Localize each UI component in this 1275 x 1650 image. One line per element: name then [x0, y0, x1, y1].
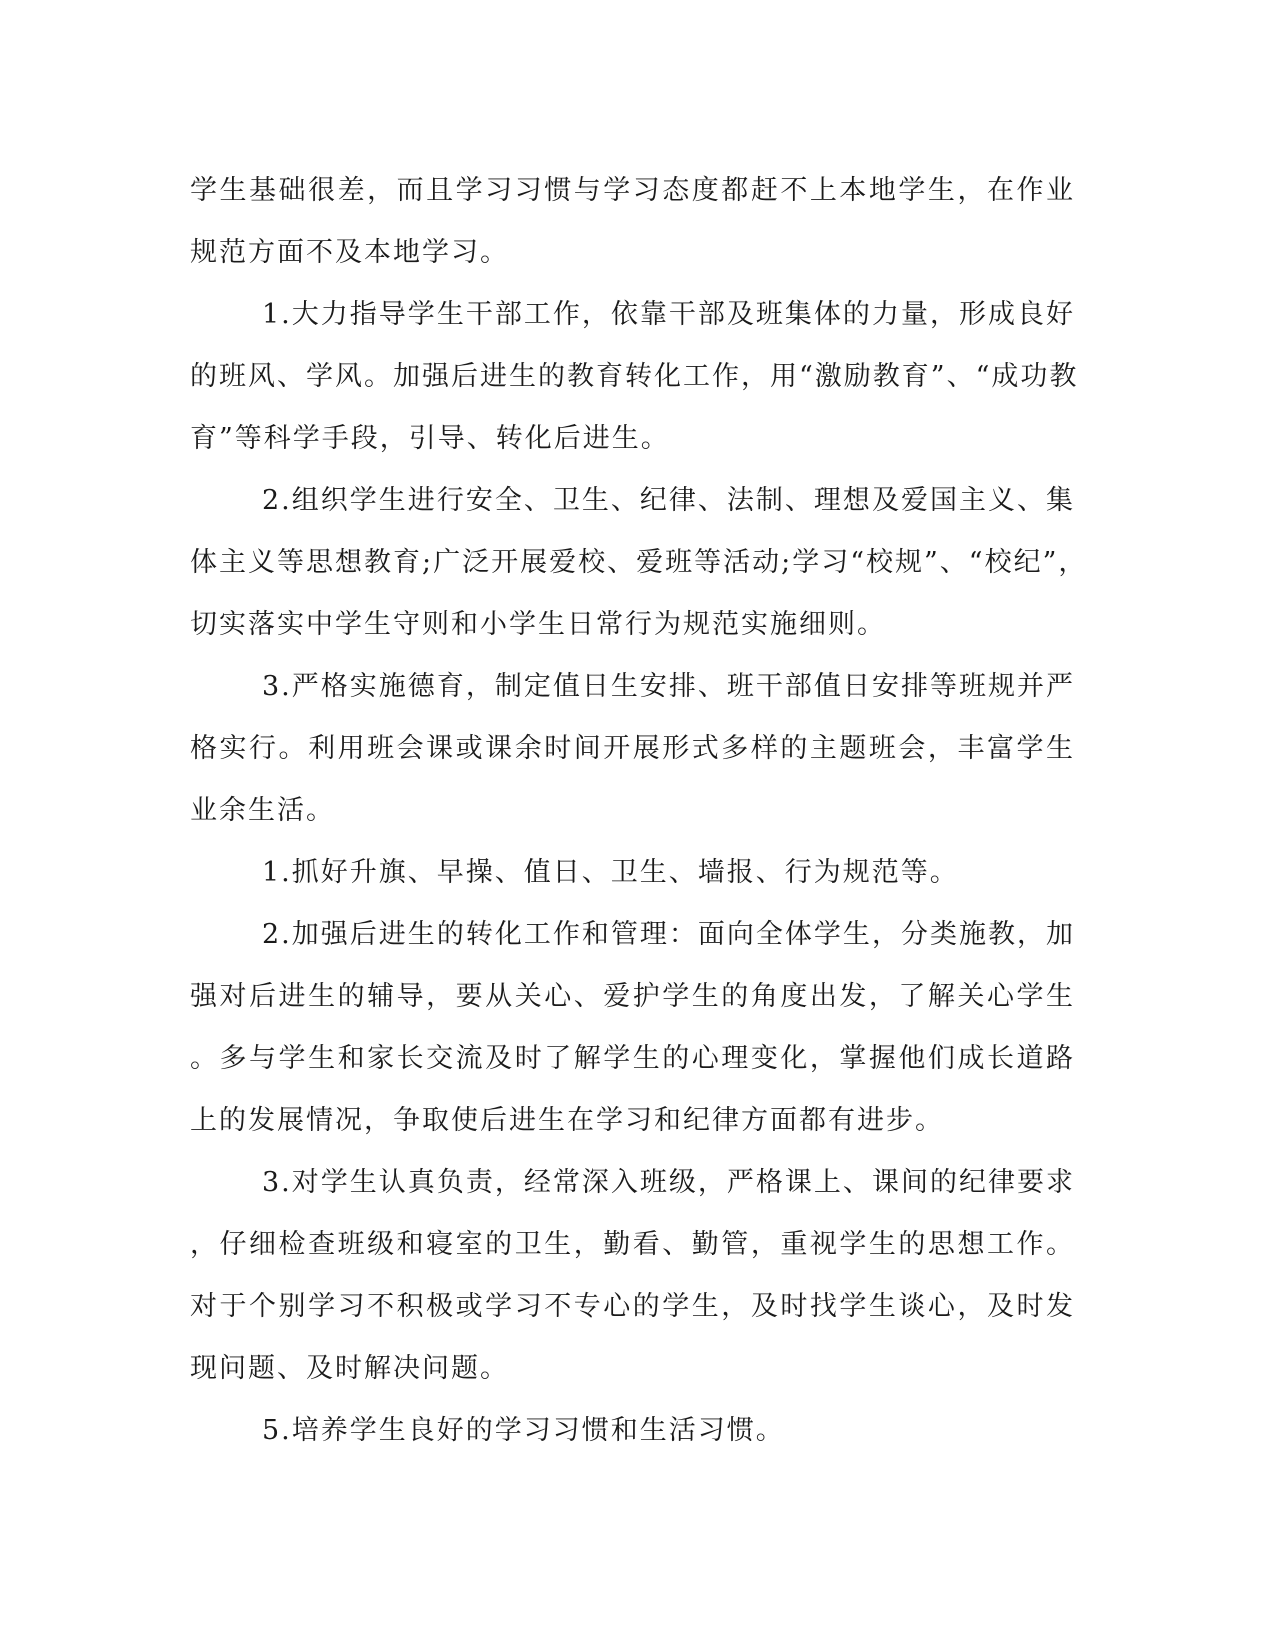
- document-body: [190, 160, 1088, 1462]
- text-line: ，仔细检查班级和寝室的卫生，勤看、勤管，重视学生的思想工作。: [190, 1229, 1075, 1260]
- text-line: 的班风、学风。加强后进生的教育转化工作，用“激励教育”、“成功教: [190, 361, 1079, 392]
- text-line: 1.大力指导学生干部工作，依靠干部及班集体的力量，形成良好: [262, 299, 1075, 330]
- text-line: 现问题、及时解决问题。: [190, 1353, 509, 1384]
- text-line: 学生基础很差，而且学习习惯与学习态度都赶不上本地学生，在作业: [190, 175, 1075, 206]
- text-line: 上的发展情况，争取使后进生在学习和纪律方面都有进步。: [190, 1105, 944, 1136]
- text-line: 育”等科学手段，引导、转化后进生。: [190, 423, 670, 454]
- text-line: 5.培养学生良好的学习习惯和生活习惯。: [262, 1415, 785, 1446]
- text-line: 。多与学生和家长交流及时了解学生的心理变化，掌握他们成长道路: [190, 1043, 1075, 1074]
- text-line: 2.组织学生进行安全、卫生、纪律、法制、理想及爱国主义、集: [262, 485, 1075, 516]
- text-line: 切实落实中学生守则和小学生日常行为规范实施细则。: [190, 609, 886, 640]
- text-line: 业余生活。: [190, 795, 335, 826]
- text-line: 强对后进生的辅导，要从关心、爱护学生的角度出发，了解关心学生: [190, 981, 1075, 1012]
- text-line: 2.加强后进生的转化工作和管理：面向全体学生，分类施教，加: [262, 919, 1075, 950]
- text-line: 1.抓好升旗、早操、值日、卫生、墙报、行为规范等。: [262, 857, 959, 888]
- text-line: 体主义等思想教育;广泛开展爱校、爱班等活动;学习“校规”、“校纪”，: [190, 547, 1088, 578]
- text-line: 3.严格实施德育，制定值日生安排、班干部值日安排等班规并严: [262, 671, 1075, 702]
- text-line: 3.对学生认真负责，经常深入班级，严格课上、课间的纪律要求: [262, 1167, 1075, 1198]
- text-line: 格实行。利用班会课或课余时间开展形式多样的主题班会，丰富学生: [190, 733, 1075, 764]
- text-line: 规范方面不及本地学习。: [190, 237, 509, 268]
- text-line: 对于个别学习不积极或学习不专心的学生，及时找学生谈心，及时发: [190, 1291, 1075, 1322]
